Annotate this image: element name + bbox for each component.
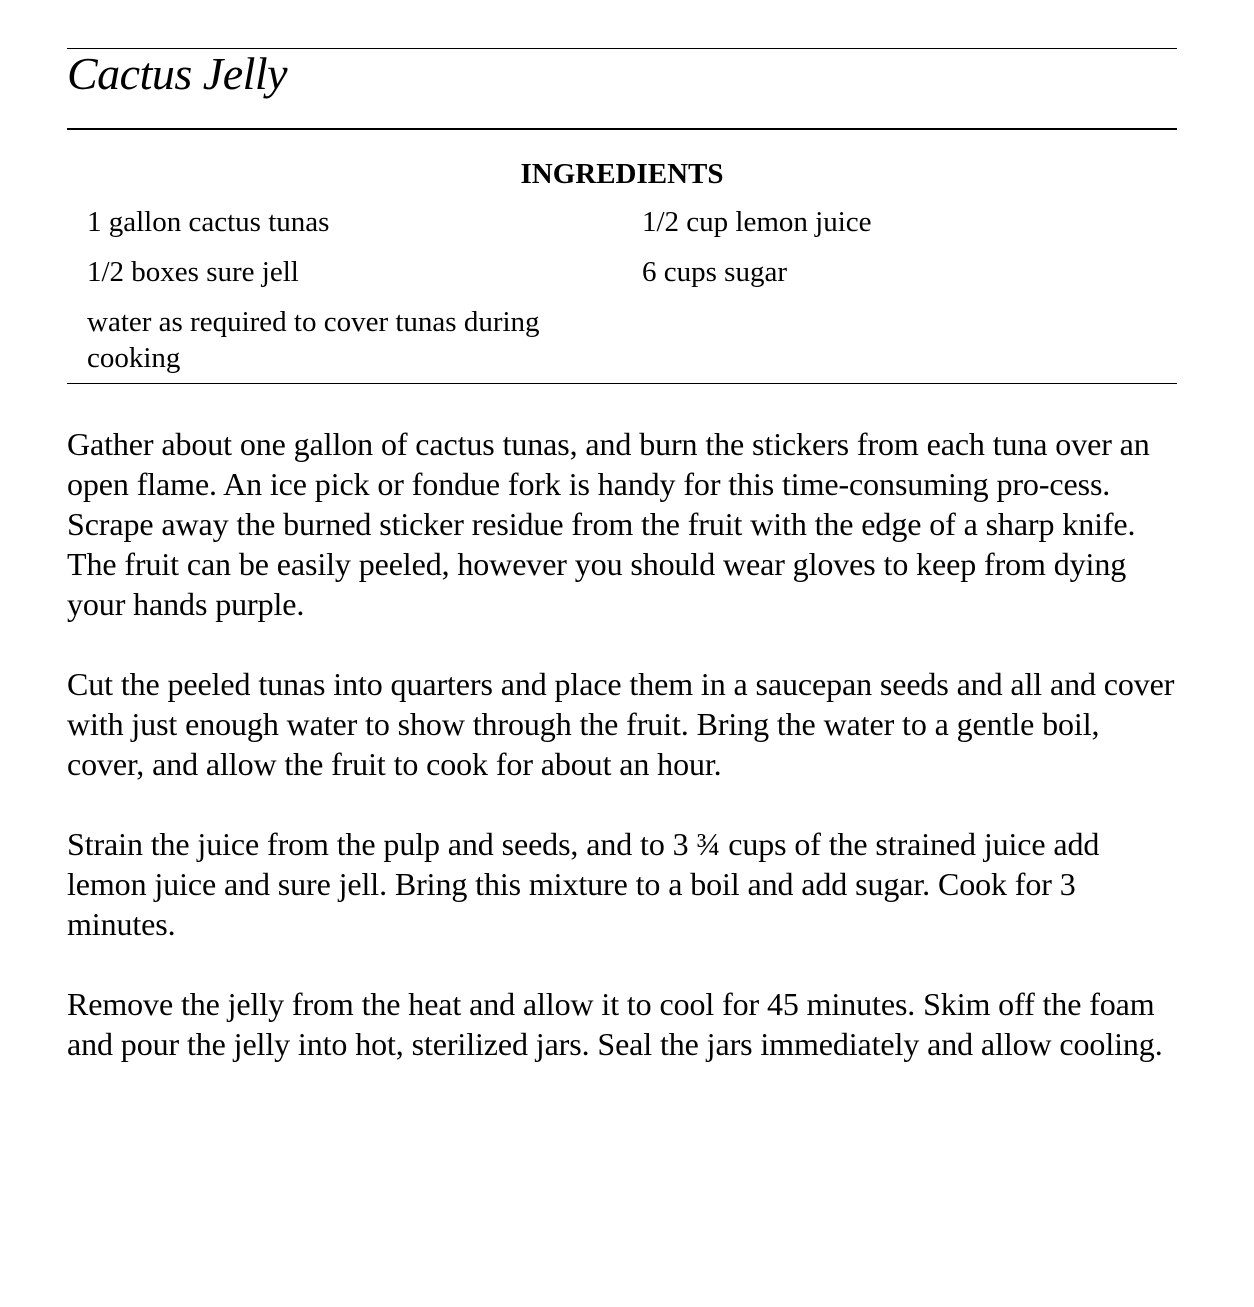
- recipe-page: [67, 48, 1177, 1104]
- instruction-paragraph: Strain the juice from the pulp and seeds, and to 3 ¾ cups of the strained juice add lemon juice and sure jell. Bring this mixture to a boil and add sugar. Cook for 3 minutes.: [67, 826, 1100, 942]
- title-rule: [67, 128, 1177, 130]
- ingredient-item: water as required to cover tunas during cooking: [87, 306, 540, 374]
- ingredient-item: 1/2 cup lemon juice: [642, 206, 872, 238]
- instruction-paragraph: Gather about one gallon of cactus tunas, and burn the stickers from each tuna over an open flame. An ice pick or fondue fork is handy for this time-consuming pro-cess. Scrape away the burned sticker residue from the fruit with the edge of a sharp knife. The fruit can be easily peeled, however you should wear gloves to keep from dying your hands purple.: [67, 426, 1150, 622]
- ingredient-item: 1/2 boxes sure jell: [87, 256, 299, 288]
- recipe-title: Cactus Jelly: [67, 48, 288, 99]
- ingredients-heading: INGREDIENTS: [520, 158, 724, 190]
- instruction-paragraph: Remove the jelly from the heat and allow it to cool for 45 minutes. Skim off the foam and pour the jelly into hot, sterilized jars. Seal the jars immediately and allow cooling.: [67, 986, 1163, 1062]
- ingredients-list: [67, 204, 1177, 383]
- ingredient-item: 6 cups sugar: [642, 256, 787, 288]
- instruction-paragraph: Cut the peeled tunas into quarters and place them in a saucepan seeds and all and cover with just enough water to show through the fruit. Bring the water to a gentle boil, cover, and allow the fruit to cook for about an hour.: [67, 666, 1175, 782]
- ingredient-item: 1 gallon cactus tunas: [87, 206, 330, 238]
- ingredients-rule: [67, 383, 1177, 384]
- instructions: [67, 424, 1177, 1064]
